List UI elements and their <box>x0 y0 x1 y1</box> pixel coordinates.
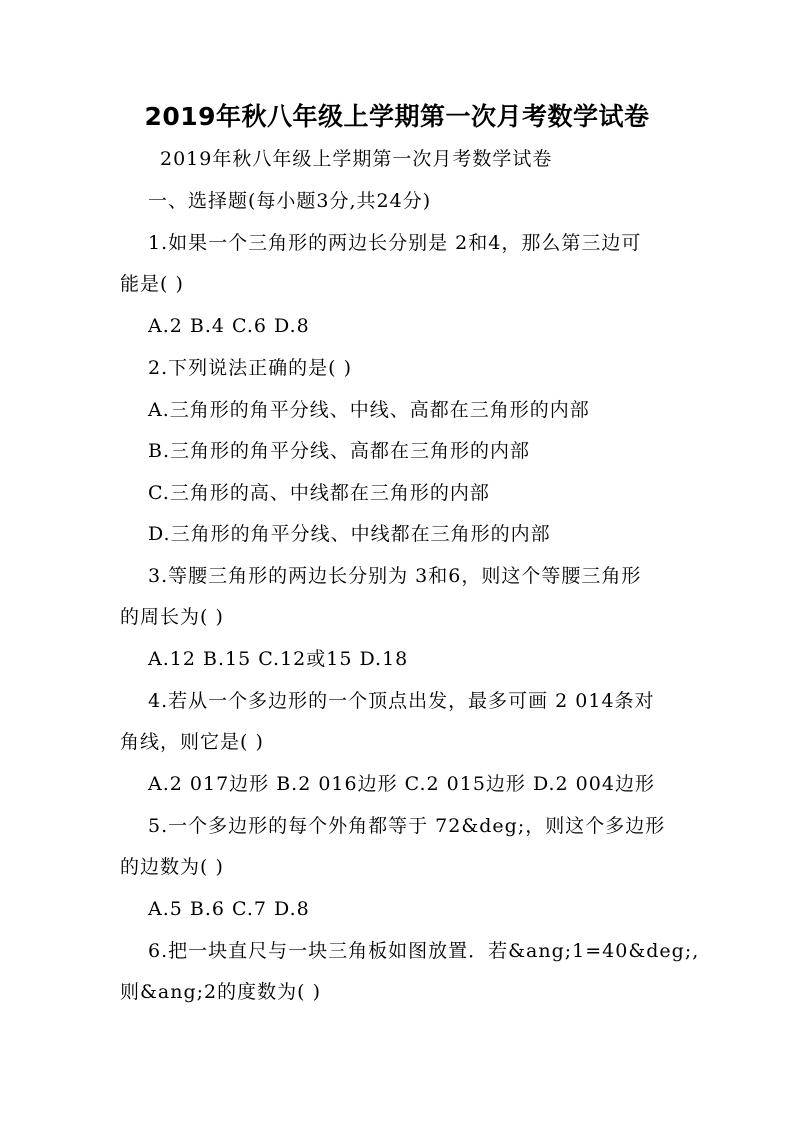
question-4-stem-line2: 角线，则它是( ) <box>120 731 264 753</box>
question-6-stem-line1: 6.把一块直尺与一块三角板如图放置．若&ang;1=40&deg;, <box>148 940 700 962</box>
question-1-stem-line1: 1.如果一个三角形的两边长分别是 2和4，那么第三边可 <box>148 232 642 254</box>
question-5-stem-line2: 的边数为( ) <box>120 856 224 878</box>
question-4-stem-line1: 4.若从一个多边形的一个顶点出发，最多可画 2 014条对 <box>148 690 655 712</box>
question-1-stem-line2: 能是( ) <box>120 273 184 295</box>
question-5-stem-line1: 5.一个多边形的每个外角都等于 72&deg;，则这个多边形 <box>148 815 666 837</box>
section-heading: 一、选择题(每小题3分,共24分) <box>148 190 432 212</box>
question-4-options: A.2 017边形 B.2 016边形 C.2 015边形 D.2 004边形 <box>148 773 655 795</box>
question-2-option-a: A.三角形的角平分线、中线、高都在三角形的内部 <box>148 399 590 421</box>
question-3-stem-line2: 的周长为( ) <box>120 606 224 628</box>
question-3-stem-line1: 3.等腰三角形的两边长分别为 3和6，则这个等腰三角形 <box>148 565 642 587</box>
subtitle: 2019年秋八年级上学期第一次月考数学试卷 <box>160 148 553 170</box>
question-3-options: A.12 B.15 C.12或15 D.18 <box>148 648 409 670</box>
question-2-stem: 2.下列说法正确的是( ) <box>148 357 352 379</box>
question-2-option-c: C.三角形的高、中线都在三角形的内部 <box>148 482 490 504</box>
question-1-options: A.2 B.4 C.6 D.8 <box>148 315 310 337</box>
question-6-stem-line2: 则&ang;2的度数为( ) <box>120 981 321 1003</box>
question-2-option-d: D.三角形的角平分线、中线都在三角形的内部 <box>148 523 551 545</box>
page-title: 2019年秋八年级上学期第一次月考数学试卷 <box>144 102 650 131</box>
question-2-option-b: B.三角形的角平分线、高都在三角形的内部 <box>148 440 531 462</box>
question-5-options: A.5 B.6 C.7 D.8 <box>148 898 310 920</box>
